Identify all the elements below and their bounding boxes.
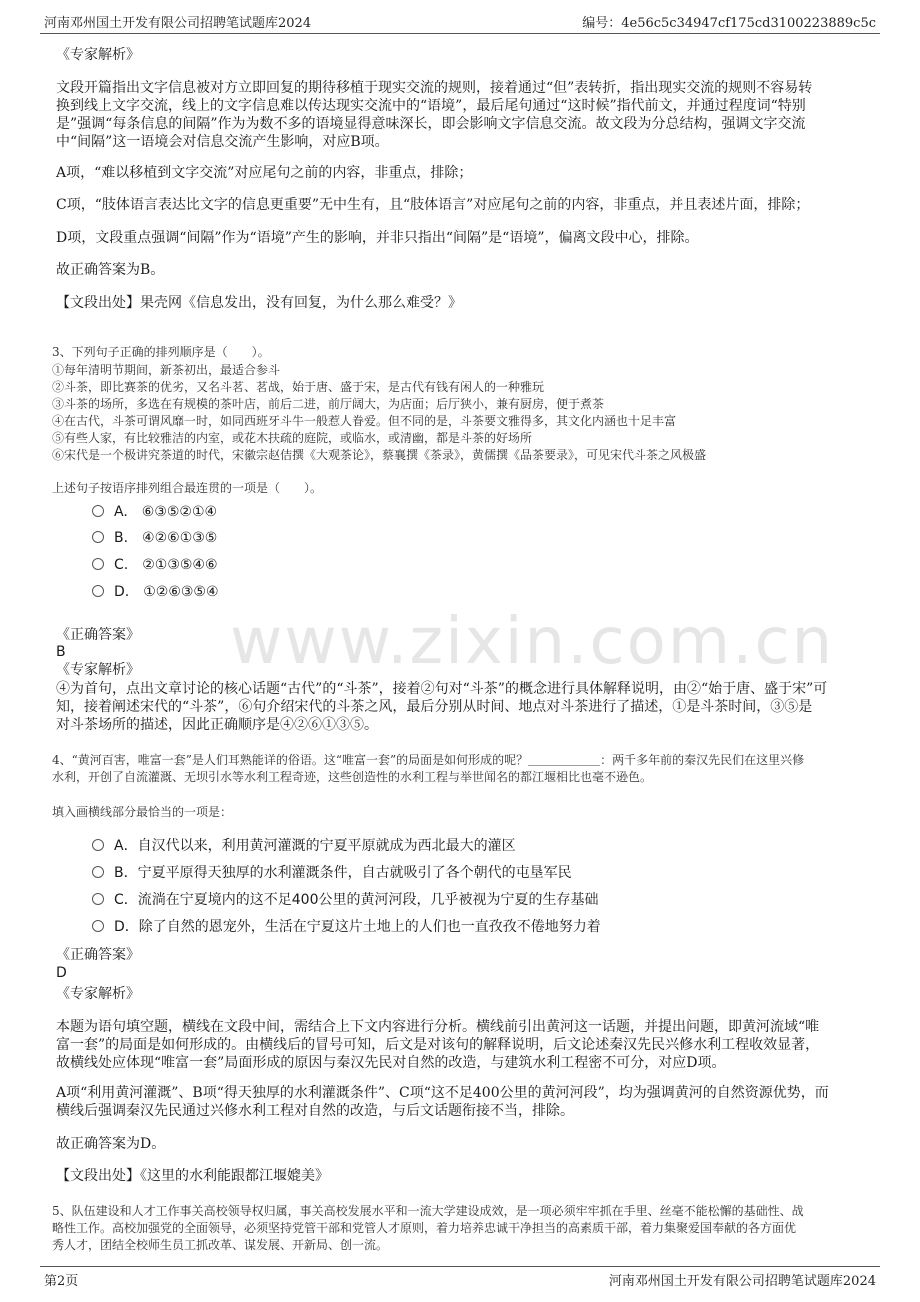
q4-expert-heading: 《专家解析》: [56, 986, 140, 1002]
text-line: 水利，开创了自流灌溉、无坝引水等水利工程奇迹，这些创造性的水利工程与举世闻名的都江堰相比也毫不逊色。: [52, 770, 653, 784]
radio-icon[interactable]: [92, 920, 104, 932]
footer-divider: [40, 1266, 880, 1267]
q4-option-d[interactable]: [92, 918, 601, 936]
q3-expert-heading: 《专家解析》: [56, 662, 140, 678]
text-line: 横线后强调秦汉先民通过兴修水利工程对自然的改造，与后文话题衔接不当，排除。: [56, 1103, 574, 1119]
text-line: 略性工作。高校加强党的全面领导，必须坚持党管干部和党管人才原则，着力培养忠诚干净担当的高素质干部，着力集聚爱国奉献的各方面优: [52, 1221, 797, 1235]
text-line: 文段开篇指出文字信息被对方立即回复的期待移植于现实交流的规则，接着通过“但”表转折，指出现实交流的规则不容易转: [56, 80, 813, 96]
text-line: 4、“黄河百害，唯富一套”是人们耳熟能详的俗语。这“唯富一套”的局面是如何形成的呢？＿＿＿＿＿＿：两千多年前的秦汉先民们在这里兴修: [52, 753, 805, 767]
page-number: 第2页: [44, 1274, 79, 1289]
q3-option-d[interactable]: [92, 583, 219, 601]
q2-option-d-analysis: D项，文段重点强调“间隔”作为“语境”产生的影响，并非只指出“间隔”是“语境”，偏离文段中心，排除。: [56, 230, 699, 246]
sentence: ⑥宋代是一个极讲究茶道的时代，宋徽宗赵佶撰《大观茶论》，蔡襄撰《茶录》，黄儒撰《品茶要录》，可见宋代斗茶之风极盛: [52, 448, 707, 462]
radio-icon[interactable]: [92, 558, 104, 570]
q4-prompt: 填入画横线部分最恰当的一项是：: [52, 805, 233, 819]
q2-conclusion: 故正确答案为B。: [56, 262, 165, 278]
text-line: 换到线上文字交流，线上的文字信息难以传达现实交流中的“语境”，最后尾句通过“这时候”指代前文，并通过程度词“特别: [56, 98, 806, 114]
q2-analysis: [56, 79, 856, 151]
radio-icon[interactable]: [92, 839, 104, 851]
q3-analysis: [56, 680, 856, 734]
text-line: 本题为语句填空题，横线在文段中间，需结合上下文内容进行分析。横线前引出黄河这一话题，并提出问题，即黄河流域“唯: [56, 1019, 820, 1035]
q2-option-a-analysis: A项，“难以移植到文字交流”对应尾句之前的内容，非重点，排除；: [56, 165, 473, 181]
header-divider: [40, 33, 880, 34]
q4-answer: D: [56, 965, 67, 981]
q4-option-b[interactable]: [92, 864, 572, 882]
text-line: 对斗茶场所的描述，因此正确顺序是④②⑥①③⑤。: [56, 717, 378, 733]
q4-option-a[interactable]: [92, 837, 516, 855]
text-line: 5、队伍建设和人才工作事关高校领导权归属，事关高校发展水平和一流大学建设成效，是一项必须牢牢抓在手里、丝毫不能松懈的基础性、战: [52, 1204, 804, 1218]
option-label: A. ⑥③⑤②①④: [114, 504, 218, 520]
q3-prompt: 上述句子按语序排列组合最连贯的一项是（ ）。: [52, 481, 323, 495]
text-line: 知，接着阐述宋代的“斗茶”，⑥句介绍宋代的斗茶之风，最后分别从时间、地点对斗茶进行了描述，①是斗茶时间，③⑤是: [56, 699, 813, 715]
q2-source: 【文段出处】果壳网《信息发出，没有回复，为什么那么难受？》: [56, 295, 462, 311]
sentence: ③斗茶的场所，多选在有规模的茶叶店，前后二进，前厅阔大，为店面；后厅狭小，兼有厨房，便于煮茶: [52, 397, 605, 411]
q3-answer: B: [56, 644, 66, 660]
watermark: www.zixin.com.cn: [230, 605, 835, 679]
option-label: C．流淌在宁夏境内的这不足400公里的黄河河段，几乎被视为宁夏的生存基础: [114, 892, 599, 908]
q4-source: 【文段出处】《这里的水利能跟都江堰媲美》: [56, 1168, 329, 1184]
option-label: A．自汉代以来，利用黄河灌溉的宁夏平原就成为西北最大的灌区: [114, 838, 516, 854]
footer-title: 河南邓州国土开发有限公司招聘笔试题库2024: [608, 1274, 876, 1289]
text-line: 故横线处应体现“唯富一套”局面形成的原因与秦汉先民对自然的改造，与建筑水利工程密不可分，对应D项。: [56, 1055, 726, 1071]
text-line: 秀人才，团结全校师生员工抓改革、谋发展、开新局、创一流。: [52, 1238, 389, 1252]
sentence: ①每年清明节期间，新茶初出，最适合参斗: [52, 363, 281, 377]
q2-expert-heading: 《专家解析》: [56, 47, 140, 63]
text-line: A项“利用黄河灌溉”、B项“得天独厚的水利灌溉条件”、C项“这不足400公里的黄河河段”，均为强调黄河的自然资源优势，而: [56, 1085, 829, 1101]
option-label: B．宁夏平原得天独厚的水利灌溉条件，自古就吸引了各个朝代的屯垦军民: [114, 865, 572, 881]
text-line: 富一套”的局面是如何形成的。由横线后的冒号可知，后文是对该句的解释说明，后文论述秦汉先民兴修水利工程收效显著，: [56, 1037, 820, 1053]
header-title: 河南邓州国土开发有限公司招聘笔试题库2024: [44, 16, 312, 31]
q4-options-analysis: [56, 1084, 856, 1120]
q3-option-a[interactable]: [92, 503, 217, 521]
q3-option-b[interactable]: [92, 529, 217, 547]
radio-icon[interactable]: [92, 531, 104, 543]
option-label: D．除了自然的恩宠外，生活在宁夏这片土地上的人们也一直孜孜不倦地努力着: [114, 919, 601, 935]
text-line: 中“间隔”这一语境会对信息交流产生影响，对应B项。: [56, 134, 389, 150]
q4-conclusion: 故正确答案为D。: [56, 1136, 166, 1152]
q4-analysis: [56, 1018, 856, 1072]
q3-sentences: [52, 362, 864, 464]
radio-icon[interactable]: [92, 866, 104, 878]
sentence: ②斗茶，即比赛茶的优劣，又名斗茗、茗战，始于唐、盛于宋，是古代有钱有闲人的一种雅玩: [52, 380, 545, 394]
q3-option-c[interactable]: [92, 556, 218, 574]
sentence: ⑤有些人家，有比较雅洁的内室，或花木扶疏的庭院，或临水，或清幽，都是斗茶的好场所: [52, 431, 533, 445]
header-code: 编号：4e56c5c34947cf175cd3100223889c5c: [582, 16, 876, 31]
option-label: B. ④②⑥①③⑤: [114, 530, 218, 546]
q4-stem: [52, 752, 864, 786]
text-line: ④为首句，点出文章讨论的核心话题“古代”的“斗茶”，接着②句对“斗茶”的概念进行具体解释说明，由②“始于唐、盛于宋”可: [56, 681, 828, 697]
q4-answer-heading: 《正确答案》: [56, 947, 140, 963]
option-label: C. ②①③⑤④⑥: [114, 557, 218, 573]
option-label: D. ①②⑥③⑤④: [114, 584, 219, 600]
radio-icon[interactable]: [92, 893, 104, 905]
sentence: ④在古代，斗茶可谓风靡一时，如同西班牙斗牛一般惹人眷爱。但不同的是，斗茶要文雅得多，其文化内涵也十足丰富: [52, 414, 677, 428]
radio-icon[interactable]: [92, 505, 104, 517]
q3-answer-heading: 《正确答案》: [56, 627, 140, 643]
q3-stem: 3、下列句子正确的排列顺序是（ ）。: [52, 345, 270, 359]
q4-option-c[interactable]: [92, 891, 599, 909]
q2-option-c-analysis: C项，“肢体语言表达比文字的信息更重要”无中生有，且“肢体语言”对应尾句之前的内容，非重点，并且表述片面，排除；: [56, 197, 810, 213]
q5-stem: [52, 1203, 864, 1254]
radio-icon[interactable]: [92, 585, 104, 597]
text-line: 是”强调“每条信息的间隔”作为为数不多的语境显得意味深长，即会影响文字信息交流。故文段为分总结构，强调文字交流: [56, 116, 806, 132]
